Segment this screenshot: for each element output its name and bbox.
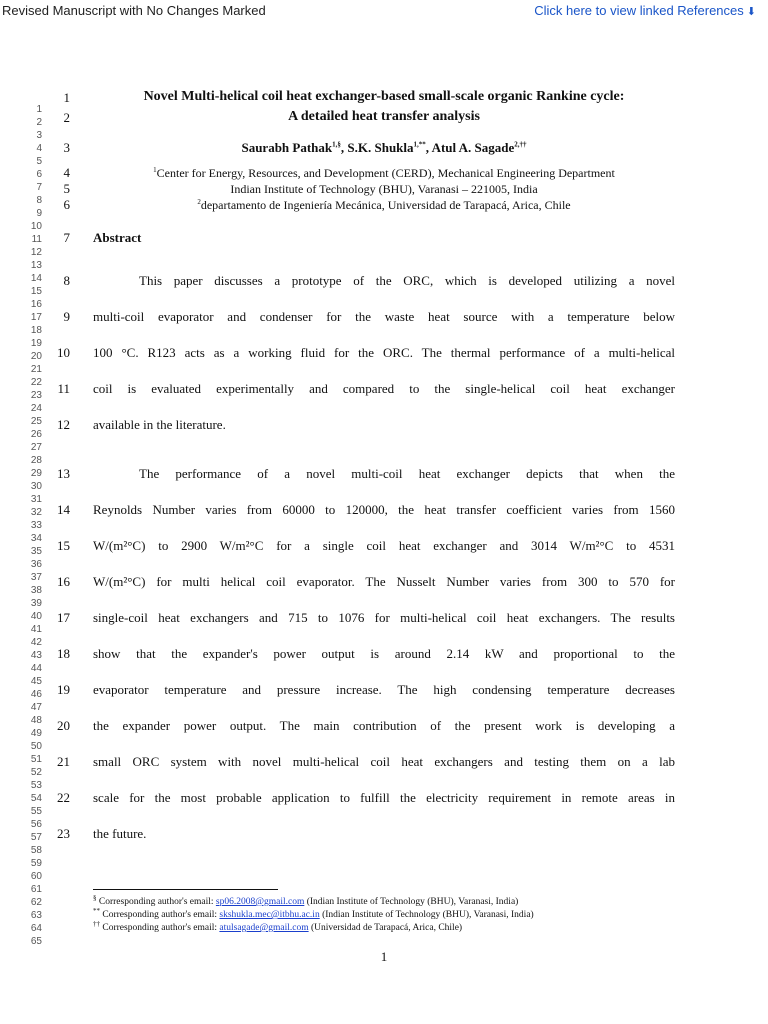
outer-line-number: 19 (30, 338, 42, 349)
footnote-label: Corresponding author's email: (102, 910, 220, 920)
footnote-label: Corresponding author's email: (98, 897, 216, 907)
outer-line-number: 61 (30, 884, 42, 895)
affiliation-1 (93, 166, 675, 181)
outer-line-number: 15 (30, 286, 42, 297)
footnote-mark: § (93, 893, 97, 902)
footnote (93, 919, 463, 933)
inner-line-number: 11 (57, 381, 70, 396)
author-name: Atul A. Sagade (431, 140, 515, 155)
outer-line-number: 32 (30, 507, 42, 518)
outer-line-number: 1 (36, 104, 42, 115)
paper-title-line-2: A detailed heat transfer analysis (288, 109, 480, 124)
footnote-institution: (Universidad de Tarapacá, Arica, Chile) (308, 923, 463, 933)
outer-line-number: 6 (36, 169, 42, 180)
abstract-line: show that the expander's power output is around 2.14 kW and proportional to the (93, 646, 675, 661)
outer-line-number: 8 (36, 195, 42, 206)
inner-line-number: 16 (57, 574, 70, 589)
inner-line-number: 9 (63, 309, 70, 324)
paper-title-line-1: Novel Multi-helical coil heat exchanger-based small-scale organic Rankine cycle: (143, 89, 625, 104)
footnote-institution: (Indian Institute of Technology (BHU), Varanasi, India) (304, 897, 519, 907)
inner-line-number: 7 (63, 230, 70, 245)
outer-line-number: 38 (30, 585, 42, 596)
author-affiliation-mark: 1,** (413, 140, 426, 149)
abstract-line: evaporator temperature and pressure increase. The high condensing temperature decreases (93, 682, 675, 697)
inner-line-number: 2 (63, 110, 70, 125)
inner-line-number: 5 (63, 181, 70, 196)
page-number: 1 (380, 949, 388, 964)
outer-line-number: 37 (30, 572, 42, 583)
affiliation-mark: 2 (197, 198, 201, 206)
outer-line-number: 47 (30, 702, 42, 713)
email-link[interactable]: atulsagade@gmail.com (219, 923, 309, 933)
abstract-line: This paper discusses a prototype of the ORC, which is developed utilizing a novel (139, 273, 675, 288)
abstract-line: 100 °C. R123 acts as a working fluid for the ORC. The thermal performance of a multi-helical (93, 345, 675, 360)
footnote-institution: (Indian Institute of Technology (BHU), Varanasi, India) (319, 910, 534, 920)
outer-line-number: 10 (30, 221, 42, 232)
manuscript-header: Revised Manuscript with No Changes Marked (2, 3, 266, 18)
outer-line-number: 16 (30, 299, 42, 310)
outer-line-number: 20 (30, 351, 42, 362)
abstract-line: The performance of a novel multi-coil heat exchanger depicts that when the (139, 466, 675, 481)
outer-line-number: 5 (36, 156, 42, 167)
affiliation-text: Center for Energy, Resources, and Development (CERD), Mechanical Engineering Department (156, 166, 615, 180)
outer-line-number: 9 (36, 208, 42, 219)
outer-line-number: 53 (30, 780, 42, 791)
footnote-rule (93, 889, 278, 890)
outer-line-number: 34 (30, 533, 42, 544)
inner-line-number: 3 (63, 140, 70, 155)
outer-line-number: 28 (30, 455, 42, 466)
outer-line-number: 30 (30, 481, 42, 492)
outer-line-number: 55 (30, 806, 42, 817)
outer-line-number: 46 (30, 689, 42, 700)
inner-line-number: 14 (57, 502, 70, 517)
outer-line-number: 26 (30, 429, 42, 440)
outer-line-number: 17 (30, 312, 42, 323)
outer-line-number: 54 (30, 793, 42, 804)
outer-line-number: 31 (30, 494, 42, 505)
abstract-line: available in the literature. (93, 417, 226, 432)
outer-line-number: 3 (36, 130, 42, 141)
abstract-heading: Abstract (93, 230, 142, 245)
outer-line-number: 22 (30, 377, 42, 388)
email-link[interactable]: sp06.2008@gmail.com (215, 897, 305, 907)
outer-line-number: 48 (30, 715, 42, 726)
abstract-line: W/(m²°C) for multi helical coil evaporator. The Nusselt Number varies from 300 to 570 for (93, 574, 675, 589)
outer-line-number: 44 (30, 663, 42, 674)
author-affiliation-mark: 2,†† (514, 140, 527, 149)
outer-line-number: 13 (30, 260, 42, 271)
outer-line-number: 23 (30, 390, 42, 401)
inner-line-number: 17 (57, 610, 70, 625)
affiliation-2 (93, 198, 675, 213)
abstract-line: small ORC system with novel multi-helical coil heat exchangers and testing them on a lab (93, 754, 675, 769)
outer-line-number: 2 (36, 117, 42, 128)
inner-line-number: 1 (63, 90, 70, 105)
inner-line-number: 21 (57, 754, 70, 769)
inner-line-number: 12 (57, 417, 70, 432)
affiliation-1-line-2: Indian Institute of Technology (BHU), Varanasi – 221005, India (230, 182, 538, 196)
outer-line-number: 63 (30, 910, 42, 921)
footnote-mark: ** (93, 906, 100, 915)
outer-line-number: 45 (30, 676, 42, 687)
inner-line-number: 10 (57, 345, 70, 360)
linked-references-link[interactable] (534, 3, 756, 18)
abstract-line: single-coil heat exchangers and 715 to 1076 for multi-helical coil heat exchangers. The results (93, 610, 675, 625)
abstract-line: the expander power output. The main contribution of the present work is developing a (93, 718, 675, 733)
outer-line-number: 27 (30, 442, 42, 453)
footnote-mark: †† (93, 919, 100, 928)
outer-line-number: 51 (30, 754, 42, 765)
outer-line-number: 56 (30, 819, 42, 830)
outer-line-number: 60 (30, 871, 42, 882)
outer-line-number: 24 (30, 403, 42, 414)
outer-line-number: 4 (36, 143, 42, 154)
outer-line-number: 29 (30, 468, 42, 479)
download-icon[interactable]: ⬇ (746, 6, 756, 18)
author-list: Saurabh Pathak$^{1,\S}$, S.K. Shukla$^{1,**}$, Atul A. Sagade$^{2,\dagger\dagger}$ (241, 140, 527, 155)
footnote (93, 906, 534, 920)
inner-line-number: 19 (57, 682, 70, 697)
abstract-line: the future. (93, 826, 147, 841)
author-affiliation-mark: 1,§ (332, 140, 341, 149)
outer-line-number: 33 (30, 520, 42, 531)
outer-line-number: 12 (30, 247, 42, 258)
outer-line-number: 11 (31, 234, 42, 245)
abstract-line: Reynolds Number varies from 60000 to 120000, the heat transfer coefficient varies from 1560 (93, 502, 675, 517)
inner-line-number: 6 (63, 197, 70, 212)
footnote-label: Corresponding author's email: (102, 923, 220, 933)
author-name: Saurabh Pathak (241, 140, 333, 155)
outer-line-number: 14 (30, 273, 42, 284)
outer-line-number: 7 (36, 182, 42, 193)
footnote (93, 893, 519, 907)
outer-line-number: 64 (30, 923, 42, 934)
outer-line-number: 50 (30, 741, 42, 752)
outer-line-number: 58 (30, 845, 42, 856)
outer-line-number: 41 (30, 624, 42, 635)
inner-line-number: 20 (57, 718, 70, 733)
inner-line-number: 18 (57, 646, 70, 661)
outer-line-number: 36 (30, 559, 42, 570)
outer-line-number: 62 (30, 897, 42, 908)
affiliation-mark: 1 (153, 166, 157, 174)
abstract-line: multi-coil evaporator and condenser for the waste heat source with a temperature below (93, 309, 675, 324)
affiliation-text: departamento de Ingeniería Mecánica, Universidad de Tarapacá, Arica, Chile (200, 198, 571, 212)
outer-line-number: 59 (30, 858, 42, 869)
outer-line-number: 42 (30, 637, 42, 648)
outer-line-number: 57 (30, 832, 42, 843)
outer-line-number: 40 (30, 611, 42, 622)
outer-line-number: 39 (30, 598, 42, 609)
outer-line-number: 18 (30, 325, 42, 336)
abstract-line: W/(m²°C) to 2900 W/m²°C for a single coil heat exchanger and 3014 W/m²°C to 4531 (93, 538, 675, 553)
outer-line-number: 43 (30, 650, 42, 661)
inner-line-number: 4 (63, 165, 70, 180)
email-link[interactable]: skshukla.mec@itbhu.ac.in (219, 910, 320, 920)
author-name: S.K. Shukla (347, 140, 414, 155)
abstract-line: coil is evaluated experimentally and compared to the single-helical coil heat exchanger (93, 381, 675, 396)
inner-line-number: 8 (63, 273, 70, 288)
linked-references-label[interactable]: Click here to view linked References (534, 3, 744, 18)
outer-line-number: 21 (30, 364, 42, 375)
outer-line-number: 52 (30, 767, 42, 778)
inner-line-number: 22 (57, 790, 70, 805)
inner-line-number: 13 (57, 466, 70, 481)
outer-line-number: 65 (30, 936, 42, 947)
outer-line-number: 25 (30, 416, 42, 427)
inner-line-number: 15 (57, 538, 70, 553)
outer-line-number: 35 (30, 546, 42, 557)
outer-line-number: 49 (30, 728, 42, 739)
abstract-line: scale for the most probable application to fulfill the electricity requirement in remote areas in (93, 790, 675, 805)
inner-line-number: 23 (57, 826, 70, 841)
